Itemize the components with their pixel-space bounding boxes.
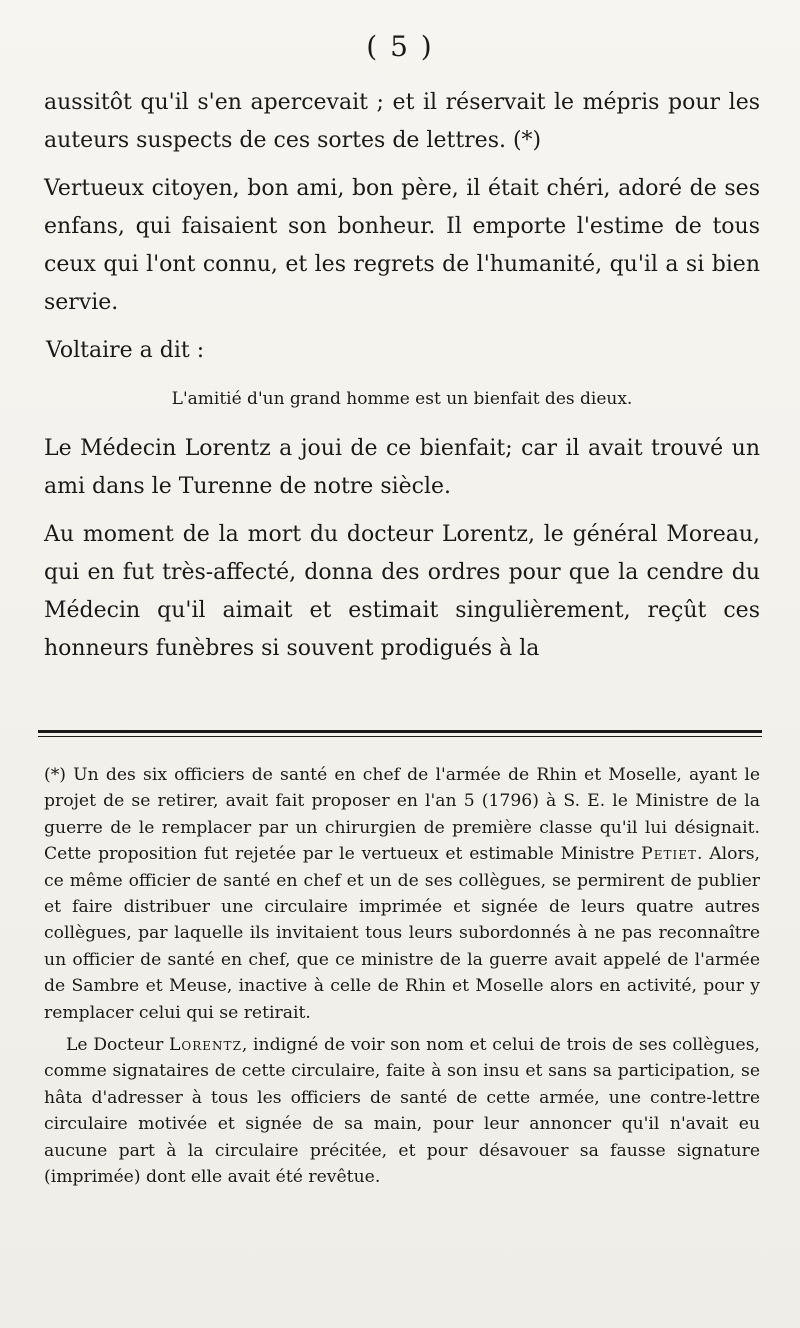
footnote-1 [44,762,760,1026]
quotation: L'amitié d'un grand homme est un bienfait des dieux. [171,389,633,409]
paragraph-3: Voltaire a dit : [46,338,205,363]
page-number: ( 5 ) [366,30,434,63]
footnote-1-name: Petiet [641,844,697,865]
footnote-2-text-a: Le Docteur [66,1035,170,1056]
paragraph-5: Au moment de la mort du docteur Lorentz, le général Moreau, qui en fut très-affecté, donna des ordres pour que la cendre du Médecin qu'il aimait et estimait singulièrement, reçût ces honneurs funèbres si souvent prodigués à la [44,522,760,661]
main-text [44,84,760,668]
footnotes [44,762,760,1191]
paragraph-4: Le Médecin Lorentz a joui de ce bienfait; car il avait trouvé un ami dans le Turenne de notre siècle. [44,436,760,499]
paragraph-2: Vertueux citoyen, bon ami, bon père, il était chéri, adoré de ses enfans, qui faisaient son bonheur. Il emporte l'estime de tous ceux qui l'ont connu, et les regrets de l'humanité, qu'il a si bien servie. [44,176,760,315]
footnote-1-text-b: . Alors, ce même officier de santé en chef et un de ses collègues, se permirent de publier et faire distribuer une circulaire imprimée et signée de leurs quatre autres collègues, par laquelle ils invitaient tous leurs subordonnés à ne pas reconnaître un officier de santé en chef, que ce ministre de la guerre avait appelé de l'armée de Sambre et Meuse, inactive à celle de Rhin et Moselle alors en activité, pour y remplacer celui qui se retirait. [44,844,760,1023]
footnote-2-name: Lorentz [169,1035,242,1056]
footnote-rule-thin [38,736,762,737]
footnote-rule-thick [38,730,762,733]
footnote-2 [44,1032,760,1190]
footnote-1-text-a: (*) Un des six officiers de santé en chef de l'armée de Rhin et Moselle, ayant le projet de se retirer, avait fait proposer en l'an 5 (1796) à S. E. le Ministre de la guerre de le remplacer par un chirurgien de première classe qu'il lui désignait. Cette proposition fut rejetée par le vertueux et estimable Ministre [44,765,760,865]
footnote-2-text-b: , indigné de voir son nom et celui de trois de ses collègues, comme signataires de cette circulaire, faite à son insu et sans sa participation, se hâta d'adresser à tous les officiers de santé de cette armée, une contre-lettre circulaire motivée et signée de sa main, pour leur annoncer qu'il n'avait eu aucune part à la circulaire précitée, et pour désavouer sa fausse signature (imprimée) dont elle avait été revêtue. [44,1035,760,1188]
paragraph-1: aussitôt qu'il s'en apercevait ; et il réservait le mépris pour les auteurs suspects de ces sortes de lettres. (*) [44,90,760,153]
